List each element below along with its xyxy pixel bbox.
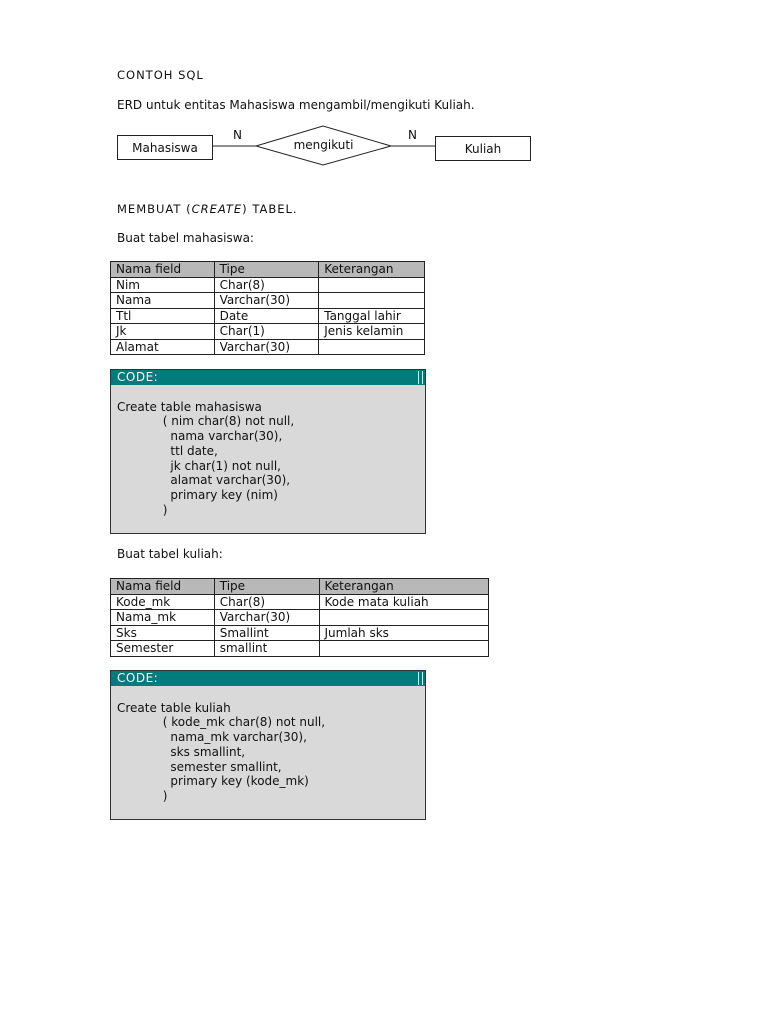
- table-cell: [319, 293, 425, 309]
- table-cell: Varchar(30): [214, 339, 319, 355]
- table-cell: Jenis kelamin: [319, 324, 425, 340]
- table-cell: [319, 641, 489, 657]
- table-header-row: [111, 579, 489, 595]
- table-row: [111, 308, 425, 324]
- table-row: [111, 339, 425, 355]
- column-header: Nama field: [111, 262, 215, 278]
- table-cell: Ttl: [111, 308, 215, 324]
- table-cell: Date: [214, 308, 319, 324]
- section-title-prefix: MEMBUAT (: [117, 202, 192, 216]
- column-header: Tipe: [214, 579, 319, 595]
- table-cell: Tanggal lahir: [319, 308, 425, 324]
- table-cell: [319, 339, 425, 355]
- table-cell: [319, 610, 489, 626]
- table-row: [111, 641, 489, 657]
- code-label: CODE:: [117, 370, 159, 384]
- code-block: Create table kuliah ( kode_mk char(8) not null, nama_mk varchar(30), sks smallint, semester smallint, primary key (kode_mk) ): [117, 700, 326, 803]
- table-cell: Nama: [111, 293, 215, 309]
- code-header-edge: [418, 672, 423, 685]
- section-title: [117, 202, 298, 216]
- table-cell: Smallint: [214, 625, 319, 641]
- erd-entity-kuliah-label: Kuliah: [464, 141, 502, 156]
- table-row: [111, 610, 489, 626]
- erd-entity-kuliah: [435, 136, 531, 161]
- erd-entity-mahasiswa: [117, 135, 213, 160]
- column-header: Nama field: [111, 579, 215, 595]
- intro-text: ERD untuk entitas Mahasiswa mengambil/mengikuti Kuliah.: [117, 98, 475, 112]
- table-cell: Alamat: [111, 339, 215, 355]
- kuliah-code-box: [110, 670, 426, 820]
- code-header: [111, 370, 425, 385]
- column-header: Keterangan: [319, 579, 489, 595]
- kuliah-fields-table: [110, 578, 489, 657]
- section-title-suffix: ) TABEL.: [242, 202, 298, 216]
- table-cell: Char(1): [214, 324, 319, 340]
- code-block: Create table mahasiswa ( nim char(8) not null, nama varchar(30), ttl date, jk char(1) not null, alamat varchar(30), primary key (nim) ): [117, 399, 295, 517]
- table-cell: Varchar(30): [214, 610, 319, 626]
- erd-cardinality-left: N: [233, 128, 242, 142]
- column-header: Tipe: [214, 262, 319, 278]
- table-cell: Char(8): [214, 277, 319, 293]
- code-header-edge: [418, 371, 423, 384]
- table-row: [111, 594, 489, 610]
- section-title-italic: CREATE: [191, 202, 243, 216]
- mahasiswa-caption: Buat tabel mahasiswa:: [117, 231, 254, 245]
- table-cell: Nim: [111, 277, 215, 293]
- table-header-row: [111, 262, 425, 278]
- table-cell: [319, 277, 425, 293]
- code-header: [111, 671, 425, 686]
- table-cell: Sks: [111, 625, 215, 641]
- table-cell: Semester: [111, 641, 215, 657]
- kuliah-caption: Buat tabel kuliah:: [117, 547, 223, 561]
- mahasiswa-code-box: [110, 369, 426, 534]
- table-cell: Jk: [111, 324, 215, 340]
- table-cell: Nama_mk: [111, 610, 215, 626]
- table-cell: Char(8): [214, 594, 319, 610]
- table-cell: Kode mata kuliah: [319, 594, 489, 610]
- table-row: [111, 625, 489, 641]
- page-title: CONTOH SQL: [117, 68, 204, 82]
- table-row: [111, 277, 425, 293]
- table-cell: Kode_mk: [111, 594, 215, 610]
- table-row: [111, 293, 425, 309]
- erd-cardinality-right: N: [408, 128, 417, 142]
- mahasiswa-fields-table: [110, 261, 425, 355]
- code-label: CODE:: [117, 671, 159, 685]
- table-cell: Jumlah sks: [319, 625, 489, 641]
- erd-entity-mahasiswa-label: Mahasiswa: [132, 140, 198, 155]
- erd-relationship-label: mengikuti: [293, 138, 354, 152]
- table-row: [111, 324, 425, 340]
- table-cell: Varchar(30): [214, 293, 319, 309]
- table-cell: smallint: [214, 641, 319, 657]
- column-header: Keterangan: [319, 262, 425, 278]
- erd-lines: [0, 0, 768, 200]
